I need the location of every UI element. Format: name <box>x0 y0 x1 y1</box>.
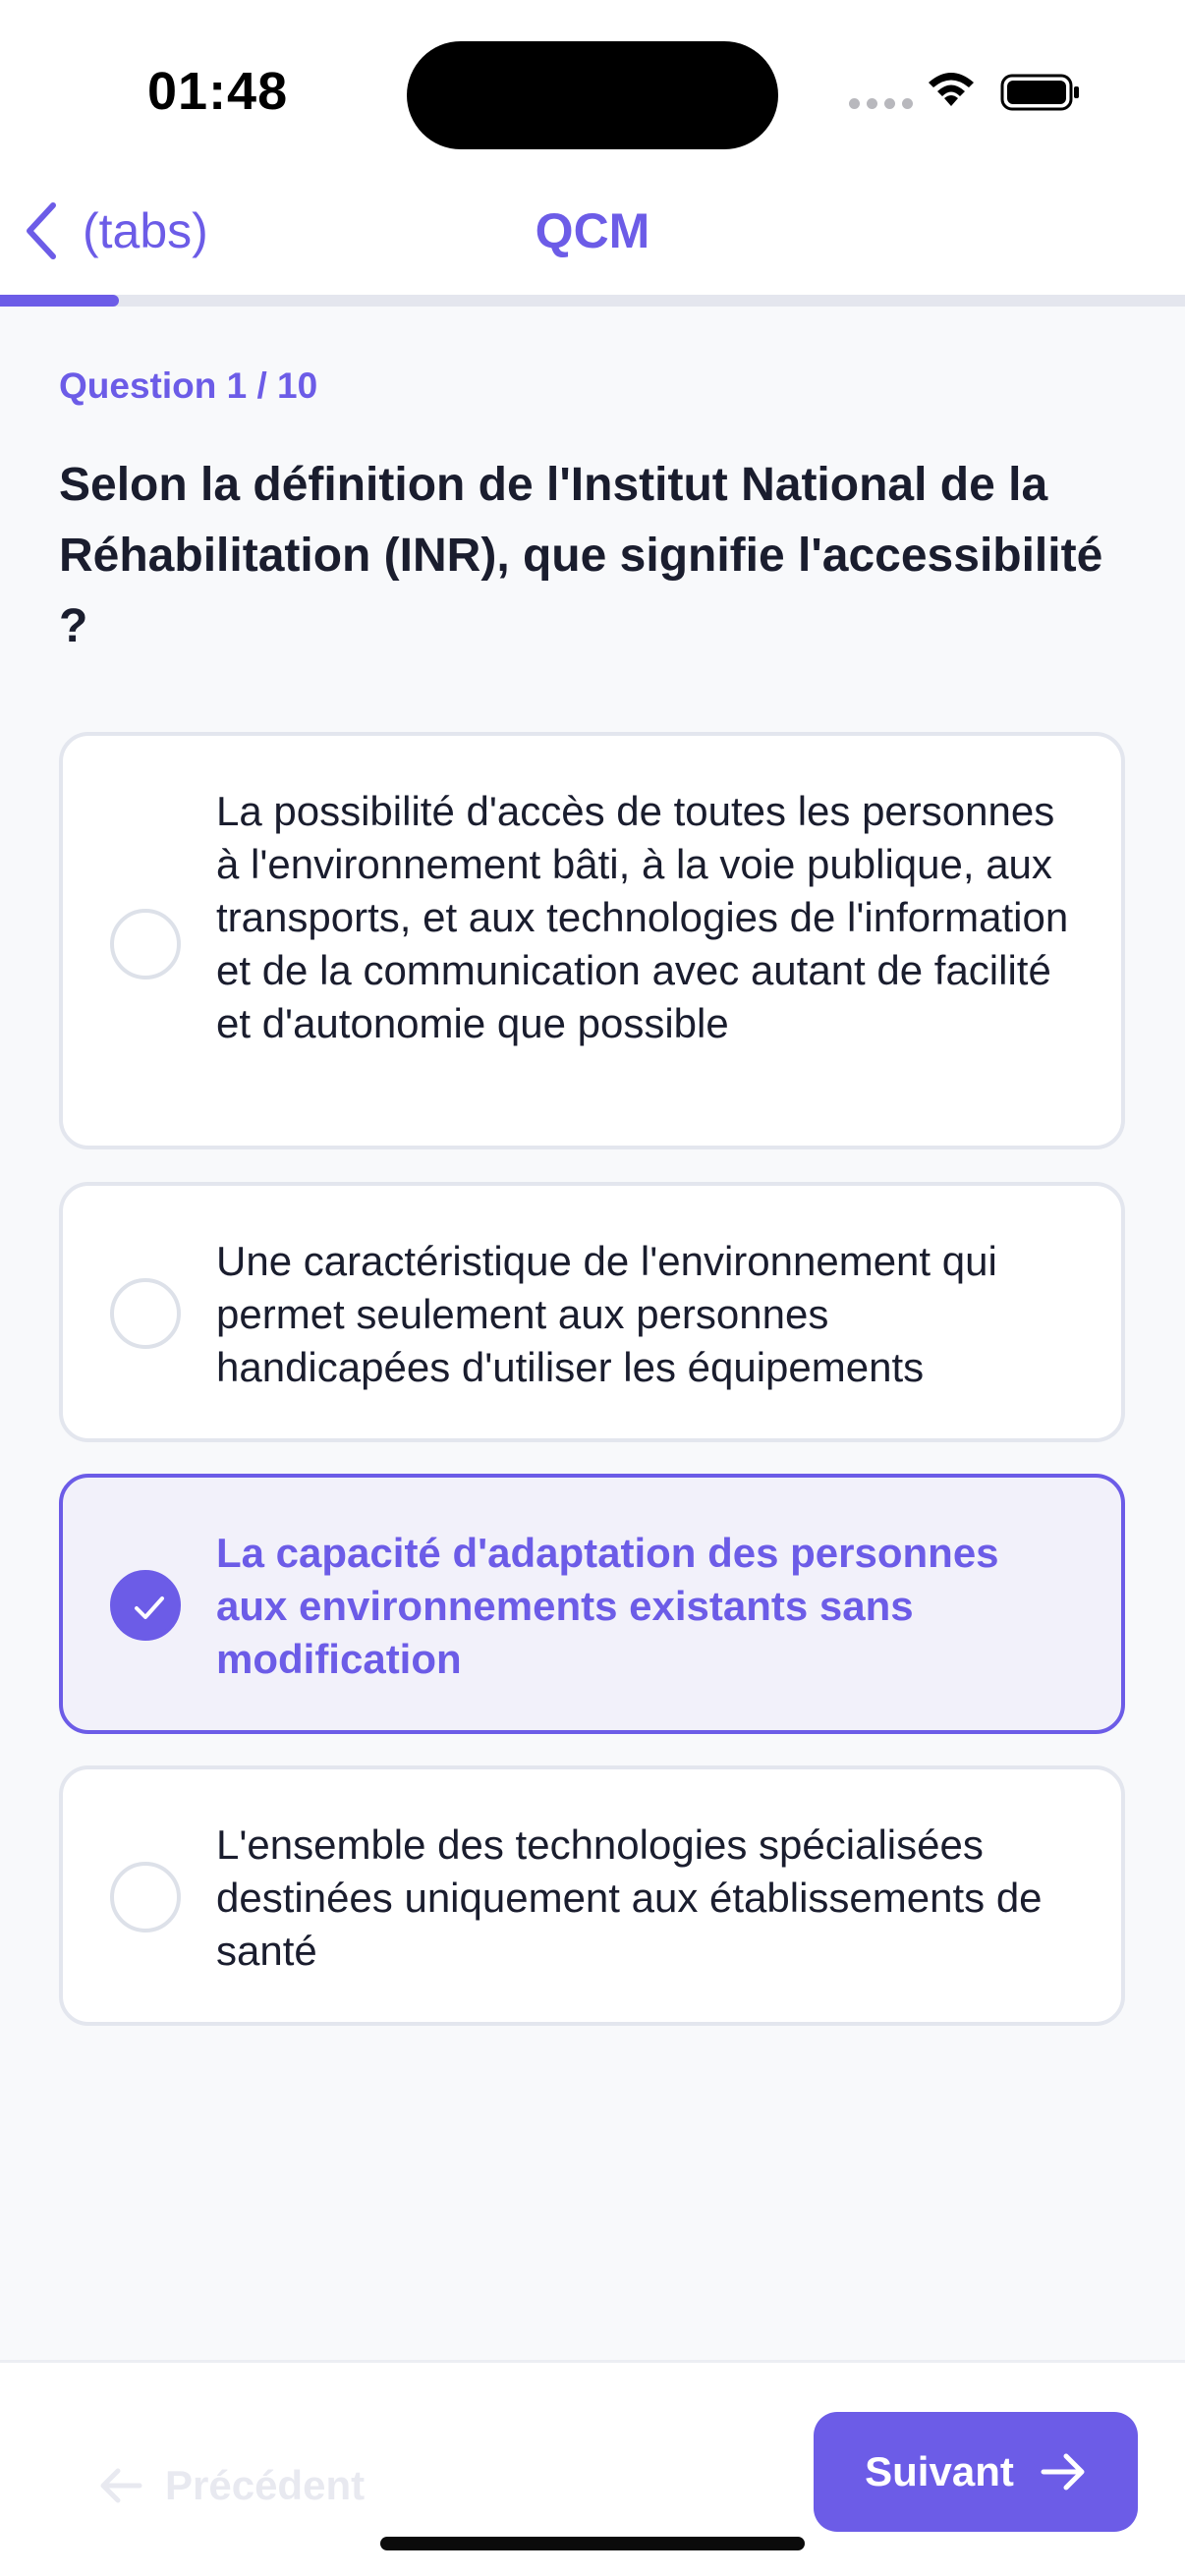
answer-text: L'ensemble des technologies spécialisées destinées uniquement aux établissements de santé <box>216 1821 1043 1974</box>
question-text: Selon la définition de l'Institut National de la Réhabilitation (INR), que signifie l'accessibilité ? <box>59 459 1103 652</box>
arrow-left-icon <box>98 2466 143 2505</box>
radio-button-checked[interactable] <box>110 1570 181 1641</box>
answer-text: La possibilité d'accès de toutes les personnes à l'environnement bâti, à la voie publique, aux transports, et aux technologies de l'information et de la communication avec autant de facilité et d'autonomie que possible <box>216 788 1069 1046</box>
page-title: QCM <box>535 203 650 258</box>
arrow-right-icon <box>1040 2451 1087 2492</box>
home-indicator <box>380 2537 805 2550</box>
quiz-progress-fill <box>0 295 119 307</box>
radio-button[interactable] <box>110 1862 181 1932</box>
previous-label: Précédent <box>165 2462 366 2508</box>
header <box>0 0 1185 299</box>
question-counter: Question 1 / 10 <box>59 365 318 406</box>
answer-option-3[interactable] <box>59 1474 1125 1734</box>
answer-option-1[interactable] <box>59 732 1125 1149</box>
status-time: 01:48 <box>147 62 289 121</box>
dynamic-island <box>407 41 778 149</box>
quiz-progress-bar <box>0 295 1185 307</box>
radio-button[interactable] <box>110 1278 181 1349</box>
next-button[interactable] <box>814 2412 1138 2532</box>
answer-option-2[interactable] <box>59 1182 1125 1442</box>
answer-text: La capacité d'adaptation des personnes aux environnements existants sans modification <box>216 1530 999 1682</box>
battery-icon <box>1000 73 1081 112</box>
answer-option-4[interactable] <box>59 1765 1125 2026</box>
next-label: Suivant <box>865 2448 1014 2494</box>
wifi-icon <box>926 71 977 110</box>
answer-text: Une caractéristique de l'environnement qui permet seulement aux personnes handicapées d'utiliser les équipements <box>216 1238 997 1390</box>
back-label: (tabs) <box>83 203 208 258</box>
radio-button[interactable] <box>110 909 181 980</box>
previous-button[interactable] <box>98 2451 365 2520</box>
signal-icon <box>849 98 913 109</box>
check-icon <box>132 1594 167 1623</box>
